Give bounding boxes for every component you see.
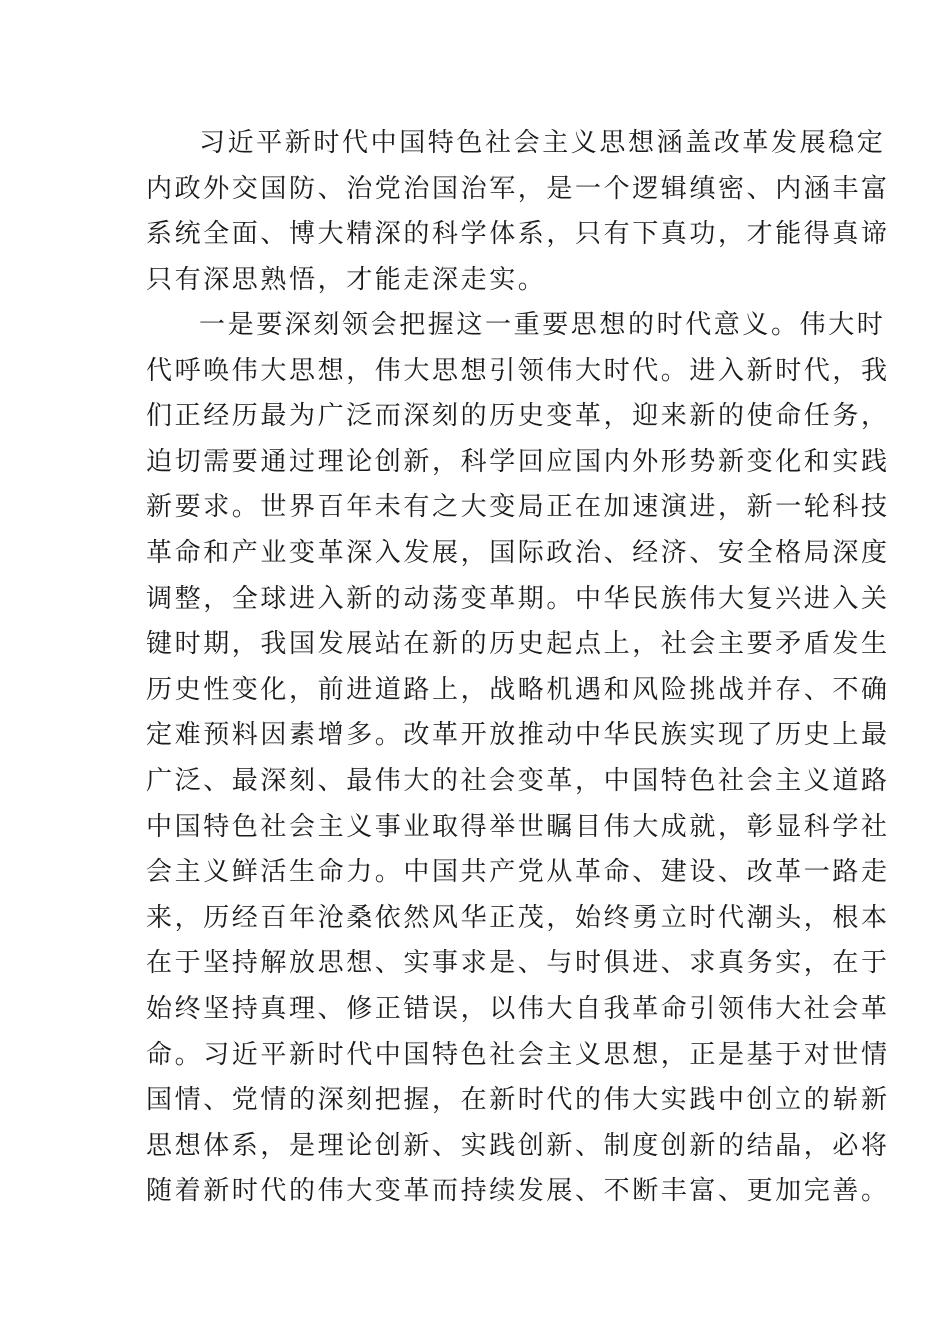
text-line: 历史性变化，前进道路上，战略机遇和风险挑战并存、不确 [146, 674, 890, 705]
text-line: 在于坚持解放思想、实事求是、与时俱进、求真务实，在于 [146, 948, 890, 979]
text-line: 们正经历最为广泛而深刻的历史变革，迎来新的使命任务， [146, 401, 890, 432]
text-line: 中国特色社会主义事业取得举世瞩目伟大成就，彰显科学社 [146, 811, 890, 842]
text-line: 键时期，我国发展站在新的历史起点上，社会主要矛盾发生 [146, 629, 890, 660]
text-line: 始终坚持真理、修正错误，以伟大自我革命引领伟大社会革 [146, 993, 890, 1024]
text-line: 会主义鲜活生命力。中国共产党从革命、建设、改革一路走 [146, 857, 890, 888]
text-line: 迫切需要通过理论创新，科学回应国内外形势新变化和实践 [146, 446, 890, 477]
paragraph-intro [146, 121, 890, 303]
text-line: 新要求。世界百年未有之大变局正在加速演进，新一轮科技 [146, 492, 890, 523]
text-line: 一是要深刻领会把握这一重要思想的时代意义。伟大时 [199, 310, 886, 340]
text-line: 习近平新时代中国特色社会主义思想涵盖改革发展稳定 [199, 128, 886, 158]
paragraph-era-significance [146, 303, 890, 1215]
text-line: 内政外交国防、治党治国治军，是一个逻辑缜密、内涵丰富 [146, 173, 890, 204]
text-line: 国情、党情的深刻把握，在新时代的伟大实践中创立的崭新 [146, 1085, 890, 1116]
text-line: 系统全面、博大精深的科学体系，只有下真功，才能得真谛 [146, 219, 890, 250]
text-line: 定难预料因素增多。改革开放推动中华民族实现了历史上最 [146, 720, 890, 751]
text-line: 只有深思熟悟，才能走深走实。 [146, 264, 547, 295]
text-line: 来，历经百年沧桑依然风华正茂，始终勇立时代潮头，根本 [146, 902, 890, 933]
text-line: 代呼唤伟大思想，伟大思想引领伟大时代。进入新时代，我 [146, 355, 890, 386]
text-line: 思想体系，是理论创新、实践创新、制度创新的结晶，必将 [146, 1130, 890, 1161]
text-line: 随着新时代的伟大变革而持续发展、不断丰富、更加完善。 [146, 1176, 890, 1207]
text-line: 革命和产业变革深入发展，国际政治、经济、安全格局深度 [146, 537, 890, 568]
text-line: 调整，全球进入新的动荡变革期。中华民族伟大复兴进入关 [146, 583, 890, 614]
text-line: 命。习近平新时代中国特色社会主义思想，正是基于对世情 [146, 1039, 890, 1070]
text-line: 广泛、最深刻、最伟大的社会变革，中国特色社会主义道路 [146, 765, 890, 796]
